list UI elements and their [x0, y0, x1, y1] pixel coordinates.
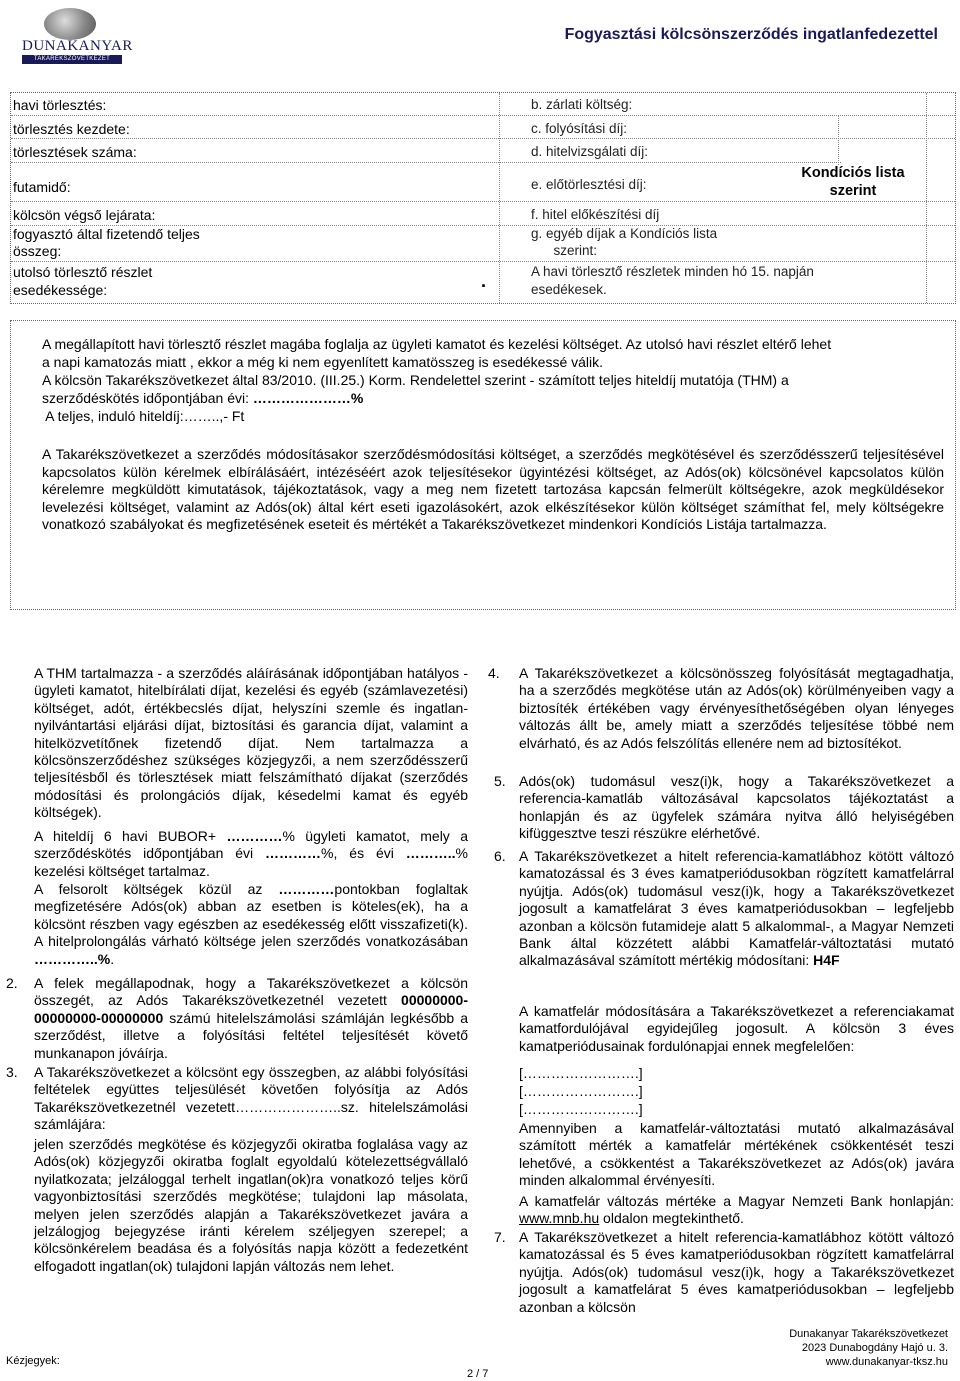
label-prepayment-fee: e. előtörlesztési díj:: [531, 177, 647, 192]
item-6-text: [519, 848, 954, 970]
item-6-mnb: [519, 1193, 954, 1228]
label-final-maturity: kölcsön végső lejárata:: [13, 207, 156, 223]
kondicios-lista-1: Kondíciós lista: [801, 165, 905, 181]
text: A hiteldíj 6 havi BUBOR+: [34, 828, 227, 844]
date-placeholder-2: […………………….]: [519, 1083, 643, 1099]
box-line-1: A megállapított havi törlesztő részlet magába foglalja az ügyleti kamatot és kezelési költséget. Az utolsó havi részlet eltérő lehet: [42, 336, 832, 352]
item-6-rate-change: A kamatfelár módosítására a Takarékszövetkezet a referenciakamat kamatfordulójával egyidejűleg jogosult. A kölcsön 3 éves kamatperiódusainak fordulónapjai ennek megfelelően:: [519, 1003, 954, 1054]
item-number-4: 4.: [488, 665, 500, 681]
blank: …………: [265, 845, 322, 862]
table-row-line: [11, 201, 955, 202]
loan-details-table: [10, 92, 956, 304]
page-number: 2 / 7: [467, 1368, 489, 1380]
text: A Takarékszövetkezet a hitelt referencia-kamatlábhoz kötött változó kamatozással és 3 éves kamatperiódusokban rögzített kamatfelárral nyújtja. Adós(ok) tudomásul vesz(i)k, hogy a Takarékszövetkezet jogosult a kamatfelárat 3 éves kamatperiódusokban – legfeljebb azonban a kölcsön futamideje alatt 5 alkalommal-, a Magyar Nemzeti Bank által közzétett alábbi Kamatfelár-változtatási mutató alkalmazásával számított mértékig módosítani:: [519, 848, 954, 969]
logo-subtitle: TAKARÉKSZÖVETKEZET: [22, 55, 122, 64]
dot-mark: .: [481, 271, 487, 291]
table-row-line: [11, 261, 955, 262]
table-divider: [926, 93, 927, 303]
item-number-6: 6.: [494, 848, 506, 864]
label-payment-start: törlesztés kezdete:: [13, 121, 130, 137]
box-line-2: a napi kamatozás miatt , ekkor a még ki nem egyenlített kamatösszeg is esedékessé válik.: [42, 354, 604, 370]
label-closing-cost: b. zárlati költség:: [531, 97, 633, 112]
account-number: 00000000-00000000-00000000: [34, 992, 468, 1026]
item-number-7: 7.: [494, 1229, 506, 1245]
mnb-link[interactable]: www.mnb.hu: [519, 1210, 600, 1227]
box-paragraph-2: A Takarékszövetkezet a szerződés módosításakor szerződésmódosítási költséget, a szerződés megkötésével és szerződésszerű teljesítésével kapcsolatos külön kérelmek elbírálásáért, intézéséért azok teljesítésekor ügyintézési költséget, az Adós(ok) kölcsönével kapcsolatos külön kérelemre megküldött kimutatások, tájékoztatások, vagy a meg nem fizetett tartozása kapcsán felmerült költségekre, azok megküldésekor levelezési költséget, valamint az Adós(ok) által kért eseti igazolásokért, azok elkészítésekor külön költséget számíthat fel, mely költségekre vonatkozó szabályokat és megfizetésének eseteit és mértékét a Takarékszövetkezet mindenkori Kondíciós Listája tartalmazza.: [42, 446, 944, 532]
item-number-5: 5.: [494, 773, 506, 789]
logo-name: DUNAKANYAR: [22, 38, 133, 54]
label-payment-count: törlesztések száma:: [13, 144, 137, 160]
item-4-text: A Takarékszövetkezet a kölcsönösszeg folyósítását megtagadhatja, ha a szerződés megkötése után az Adós(ok) körülményeiben vagy a biztosíték értékében vagy érvényesíthetőségében olyan lényeges változás állt be, amely miatt a szerződés teljesítése többé nem elvárható, és az Adós felszólítás ellenére nem ad biztosítékot.: [519, 665, 954, 751]
text: A kamatfelár változás mértéke a Magyar Nemzeti Bank honlapján:: [519, 1193, 954, 1209]
label-last-installment: utolsó törlesztő részlet: [13, 264, 153, 280]
text: pontokban foglaltak megfizetésére Adós(ok) abban az esetben is köteles(ek), ha a kölcsönt részben vagy egészben az esedékesség előtt visszafizeti(k). A hitelprolongálás várható költsége jelen szerződés vonatkozásában: [34, 881, 468, 950]
item-3-text: A Takarékszövetkezet a kölcsönt egy összegben, az alábbi folyósítási feltételek együttes teljesülését követően folyósítja az Adós Takarékszövetkezetnél vezetett…………………..sz. hitelelszámolási számlájára:: [34, 1064, 468, 1133]
kondicios-lista-2: szerint: [829, 183, 877, 199]
initials-label: Kézjegyek:: [6, 1355, 60, 1367]
item-number-3: 3.: [6, 1064, 18, 1080]
box-line-5: A teljes, induló hiteldíj:……..,- Ft: [42, 408, 245, 424]
text: % kezelési költséget tartalmaz.: [34, 845, 468, 879]
date-placeholder-3: […………………….]: [519, 1101, 643, 1117]
text: %, és évi: [321, 845, 406, 862]
label-prep-fee: f. hitel előkészítési díj: [531, 207, 660, 222]
item-number-2: 2.: [6, 975, 18, 991]
blank: …………: [226, 828, 283, 844]
item-6-reduction: Amennyiben a kamatfelár-változtatási mutató alkalmazásával számított mérték a kamatfelár mértékének csökkentését teszi lehetővé, a csökkentést a Takarékszövetkezet az Adós(ok) javára minden alkalommal érvényesíti.: [519, 1120, 954, 1189]
coin-logo-icon: [44, 8, 96, 40]
thm-value: …………………%: [252, 390, 364, 406]
document-title: Fogyasztási kölcsönszerződés ingatlanfedezettel: [564, 26, 938, 43]
label-installment-due: A havi törlesztő részletek minden hó 15. napján: [531, 264, 814, 279]
label-other-fees-2: szerint:: [531, 243, 598, 258]
label-last-installment-2: esedékessége:: [13, 282, 108, 298]
blank: …………..%: [34, 950, 111, 967]
left-col-interest: [34, 828, 468, 880]
table-divider: [499, 93, 500, 303]
label-other-fees: g. egyéb díjak a Kondíciós lista: [531, 226, 718, 241]
thm-label: szerződéskötés időpontjában évi:: [42, 390, 253, 406]
item-3-conditions: jelen szerződés megkötése és közjegyzői okiratba foglalása vagy az Adós(ok) közjegyzői okiratba foglalt egyoldalú kötelezettségvállaló nyilatkozata; jelzáloggal terhelt ingatlan(ok)ra vonatkozó teljes körű vagyonbiztosítási szerződés megkötése; tulajdoni lap másolata, melyen jelen szerződés alapján a Takarékszövetkezet javára a jelzálogjog bejegyzése iránti kérelem széljegyen szerepel; a kölcsönkérelem beadása és a folyósítás napja között a fedezetként elfogadott ingatlan(ok) tulajdoni lapján változás nem lehet.: [34, 1136, 468, 1274]
label-monthly-payment: havi törlesztés:: [13, 97, 107, 113]
item-5-text: Adós(ok) tudomásul vesz(i)k, hogy a Takarékszövetkezet a referencia-kamatláb változásával kapcsolatos tájékoztatást a honlapján és az ügyfelek számára nyitva álló helyiségében kifüggesztve teszi részükre elérhetővé.: [519, 773, 954, 842]
text: A felsorolt költségek közül az: [34, 881, 279, 897]
footer-address: 2023 Dunabogdány Hajó u. 3.: [801, 1342, 948, 1354]
left-col-thm-text: A THM tartalmazza - a szerződés aláírásának időpontjában hatályos - ügyleti kamatot, hitelbírálati díjat, kezelési és egyéb (számlavezetési) költséget, adót, értékbecslés díjat, helyszíni szemle és ingatlan-nyilvántartási eljárási díjat, biztosítási és garancia díjat, valamint a hitelközvetítőnek fizetendő díjat. Nem tartalmazza a kölcsönszerződéshez szükséges közjegyzői, a nem szerződésszerű teljesítésből és törlesztések miatt felszámítható díjakat (szerződés módosítási és prolongációs díjak, késedelmi kamat és egyéb költségek).: [34, 665, 468, 821]
label-installment-due-2: esedékesek.: [531, 282, 607, 297]
box-line-3: A kölcsön Takarékszövetkezet által 83/2010. (III.25.) Korm. Rendelettel szerint - számított teljes hiteldíj mutatója (THM) a: [42, 372, 789, 388]
table-row-line: [11, 115, 955, 116]
label-total-amount: fogyasztó által fizetendő teljes: [13, 226, 200, 242]
footer-website: www.dunakanyar-tksz.hu: [825, 1356, 948, 1368]
footer-org: Dunakanyar Takarékszövetkezet: [789, 1328, 948, 1340]
date-placeholder-1: […………………….]: [519, 1065, 643, 1081]
table-row-line: [11, 162, 841, 163]
box-line-4: [42, 390, 944, 408]
text: % ügyleti kamatot, mely a szerződéskötés időpontjában évi: [34, 828, 468, 862]
table-divider: [838, 115, 839, 165]
left-col-costs: [34, 881, 468, 968]
text: A felek megállapodnak, hogy a Takarékszövetkezet a kölcsön összegét, az Adós Takarékszövetkezetnél vezetett: [34, 975, 468, 1009]
bank-logo: [22, 8, 133, 62]
table-row-line: [11, 138, 955, 139]
text: oldalon megtekinthető.: [599, 1210, 744, 1227]
label-total-amount-2: összeg:: [13, 243, 62, 259]
label-disbursement-fee: c. folyósítási díj:: [531, 121, 628, 136]
label-term: futamidő:: [13, 179, 71, 195]
text: .: [110, 950, 115, 967]
index-code: H4F: [813, 952, 840, 969]
label-credit-check-fee: d. hitelvizsgálati díj:: [531, 144, 649, 159]
item-2-text: [34, 975, 468, 1062]
blank: …………: [278, 881, 335, 897]
blank: ………..: [405, 845, 456, 862]
text: számú hitelelszámolási számláján legkésőbb a szerződést, illetve a folyósítási feltétel teljesítését követő munkanapon jóváírja.: [34, 1009, 468, 1061]
item-7-text: A Takarékszövetkezet a hitelt referencia-kamatlábhoz kötött változó kamatozással és 5 éves kamatperiódusokban rögzített kamatfelárral nyújtja. Adós(ok) tudomásul vesz(i)k, hogy a Takarékszövetkezet jogosult a kamatfelárat 5 éves kamatperiódusokban – legfeljebb azonban a kölcsön: [519, 1229, 954, 1315]
